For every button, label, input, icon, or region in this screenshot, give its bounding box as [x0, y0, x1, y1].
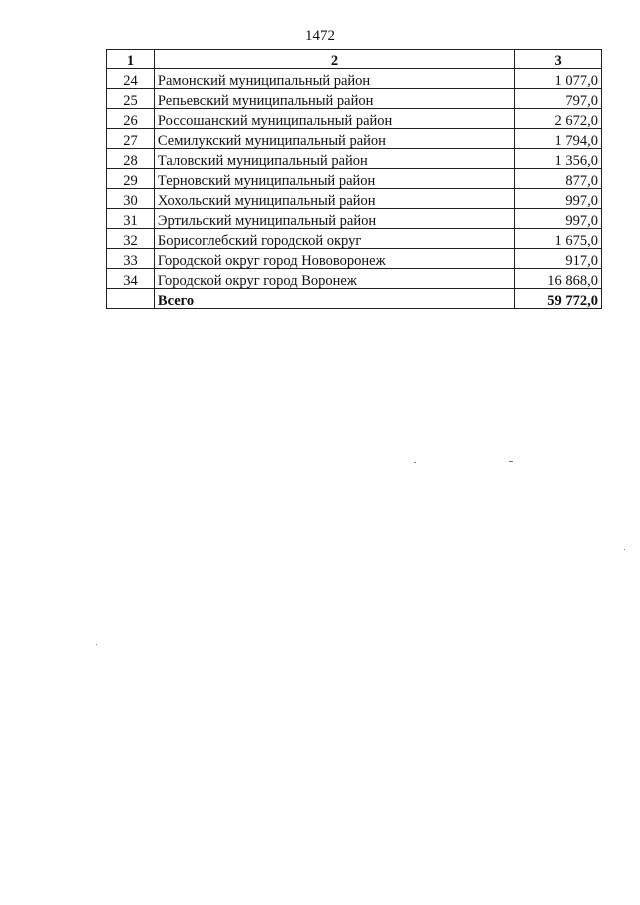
district-name: Таловский муниципальный район [154, 149, 514, 169]
row-number: 25 [107, 89, 155, 109]
page-number: 1472 [305, 28, 335, 44]
district-name: Россошанский муниципальный район [154, 109, 514, 129]
amount: 1 077,0 [515, 69, 602, 89]
amount: 797,0 [515, 89, 602, 109]
budget-table [106, 49, 602, 309]
amount: 1 356,0 [515, 149, 602, 169]
table-row [107, 149, 602, 169]
district-name: Рамонский муниципальный район [154, 69, 514, 89]
table-row [107, 169, 602, 189]
district-name: Семилукский муниципальный район [154, 129, 514, 149]
amount: 2 672,0 [515, 109, 602, 129]
row-number: 33 [107, 249, 155, 269]
table-row [107, 89, 602, 109]
scan-speck [96, 644, 97, 645]
row-number: 26 [107, 109, 155, 129]
table-row [107, 229, 602, 249]
column-header-1: 1 [107, 50, 155, 69]
district-name: Хохольский муниципальный район [154, 189, 514, 209]
row-number: 31 [107, 209, 155, 229]
amount: 917,0 [515, 249, 602, 269]
district-name: Борисоглебский городской округ [154, 229, 514, 249]
district-name: Эртильский муниципальный район [154, 209, 514, 229]
total-label: Всего [154, 289, 514, 309]
scan-speck [624, 549, 625, 550]
amount: 877,0 [515, 169, 602, 189]
district-name: Терновский муниципальный район [154, 169, 514, 189]
row-number: 29 [107, 169, 155, 189]
amount: 997,0 [515, 209, 602, 229]
district-name: Репьевский муниципальный район [154, 89, 514, 109]
table-header-row [107, 50, 602, 69]
scan-speck [509, 461, 513, 462]
total-row [107, 289, 602, 309]
amount: 1 794,0 [515, 129, 602, 149]
row-number: 28 [107, 149, 155, 169]
amount: 997,0 [515, 189, 602, 209]
table-row [107, 129, 602, 149]
table-row [107, 249, 602, 269]
total-empty-cell [107, 289, 155, 309]
table-row [107, 209, 602, 229]
amount: 1 675,0 [515, 229, 602, 249]
column-header-2: 2 [154, 50, 514, 69]
table-row [107, 269, 602, 289]
table-row [107, 189, 602, 209]
column-header-3: 3 [515, 50, 602, 69]
row-number: 24 [107, 69, 155, 89]
table-row [107, 109, 602, 129]
row-number: 32 [107, 229, 155, 249]
scan-speck [414, 462, 416, 463]
total-amount: 59 772,0 [515, 289, 602, 309]
table-row [107, 69, 602, 89]
district-name: Городской округ город Нововоронеж [154, 249, 514, 269]
amount: 16 868,0 [515, 269, 602, 289]
row-number: 27 [107, 129, 155, 149]
district-name: Городской округ город Воронеж [154, 269, 514, 289]
row-number: 34 [107, 269, 155, 289]
row-number: 30 [107, 189, 155, 209]
